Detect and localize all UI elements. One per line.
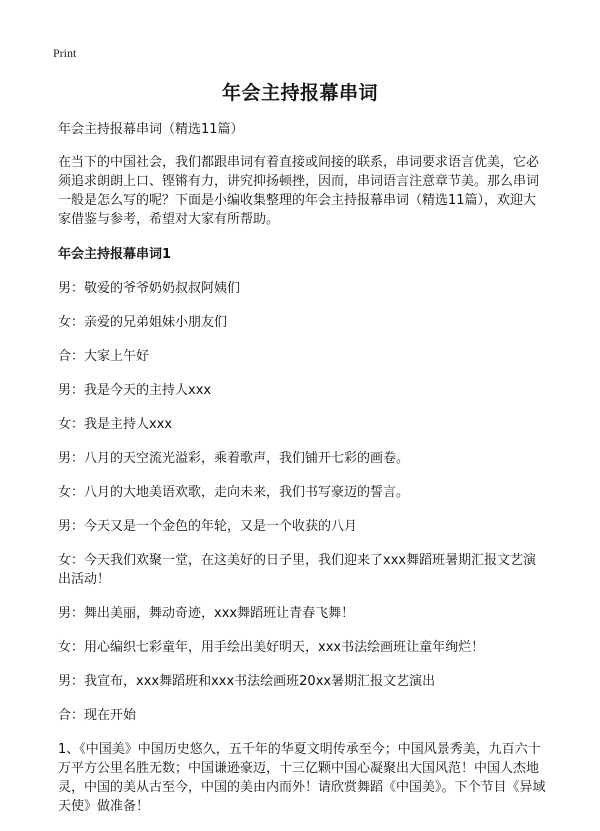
script-line: 合：大家上午好 [58,349,150,364]
script-line: 男：敬爱的爷爷奶奶叔叔阿姨们 [58,281,241,296]
script-line: 合：现在开始 [58,708,137,723]
script-line: 男：舞出美丽，舞动奇迹，xxx舞蹈班让青春飞舞！ [58,606,355,621]
document-title: 年会主持报幕串词 [221,82,378,104]
script-line: 女：今天我们欢聚一堂，在这美好的日子里，我们迎来了xxx舞蹈班暑期汇报文艺演出活动！ [58,553,537,587]
article-body [58,120,548,831]
program-paragraph: 1、《中国美》中国历史悠久，五千年的华夏文明传承至今；中国风景秀美，九百六十万平方公里名胜无数；中国谦逊豪迈，十三亿颗中国心凝聚出大国风范！中国人杰地灵，中国的美从古至今，中国的美由内而外！请欣赏舞蹈《中国美》。下个节目《异域天使》做准备！ [58,742,546,814]
intro-paragraph: 在当下的中国社会，我们都跟串词有着直接或间接的联系，串词要求语言优美，它必须追求朗朗上口、铿锵有力，讲究抑扬顿挫，因而，串词语言注意章节美。那么串词一般是怎么写的呢？下面是小编收集整理的年会主持报幕串词（精选11篇），欢迎大家借鉴与参考，希望对大家有所帮助。 [58,155,540,227]
script-line: 男：我宣布，xxx舞蹈班和xxx书法绘画班20xx暑期汇报文艺演出 [58,674,436,689]
script-line: 女：用心编织七彩童年，用手绘出美好明天，xxx书法绘画班让童年绚烂！ [58,640,485,655]
script-line: 女：亲爱的兄弟姐妹小朋友们 [58,315,228,330]
script-line: 男：八月的天空流光溢彩，乘着歌声，我们铺开七彩的画卷。 [58,451,410,466]
script-line: 女：我是主持人xxx [58,417,173,432]
print-link[interactable]: Print [53,46,77,60]
section-heading: 年会主持报幕串词1 [58,247,172,262]
article-subtitle: 年会主持报幕串词（精选11篇） [58,122,244,137]
script-line: 女：八月的大地美语欢歌，走向未来，我们书写豪迈的誓言。 [58,485,410,500]
script-line: 男：我是今天的主持人xxx [58,383,212,398]
script-line: 男：今天又是一个金色的年轮，又是一个收获的八月 [58,519,358,534]
